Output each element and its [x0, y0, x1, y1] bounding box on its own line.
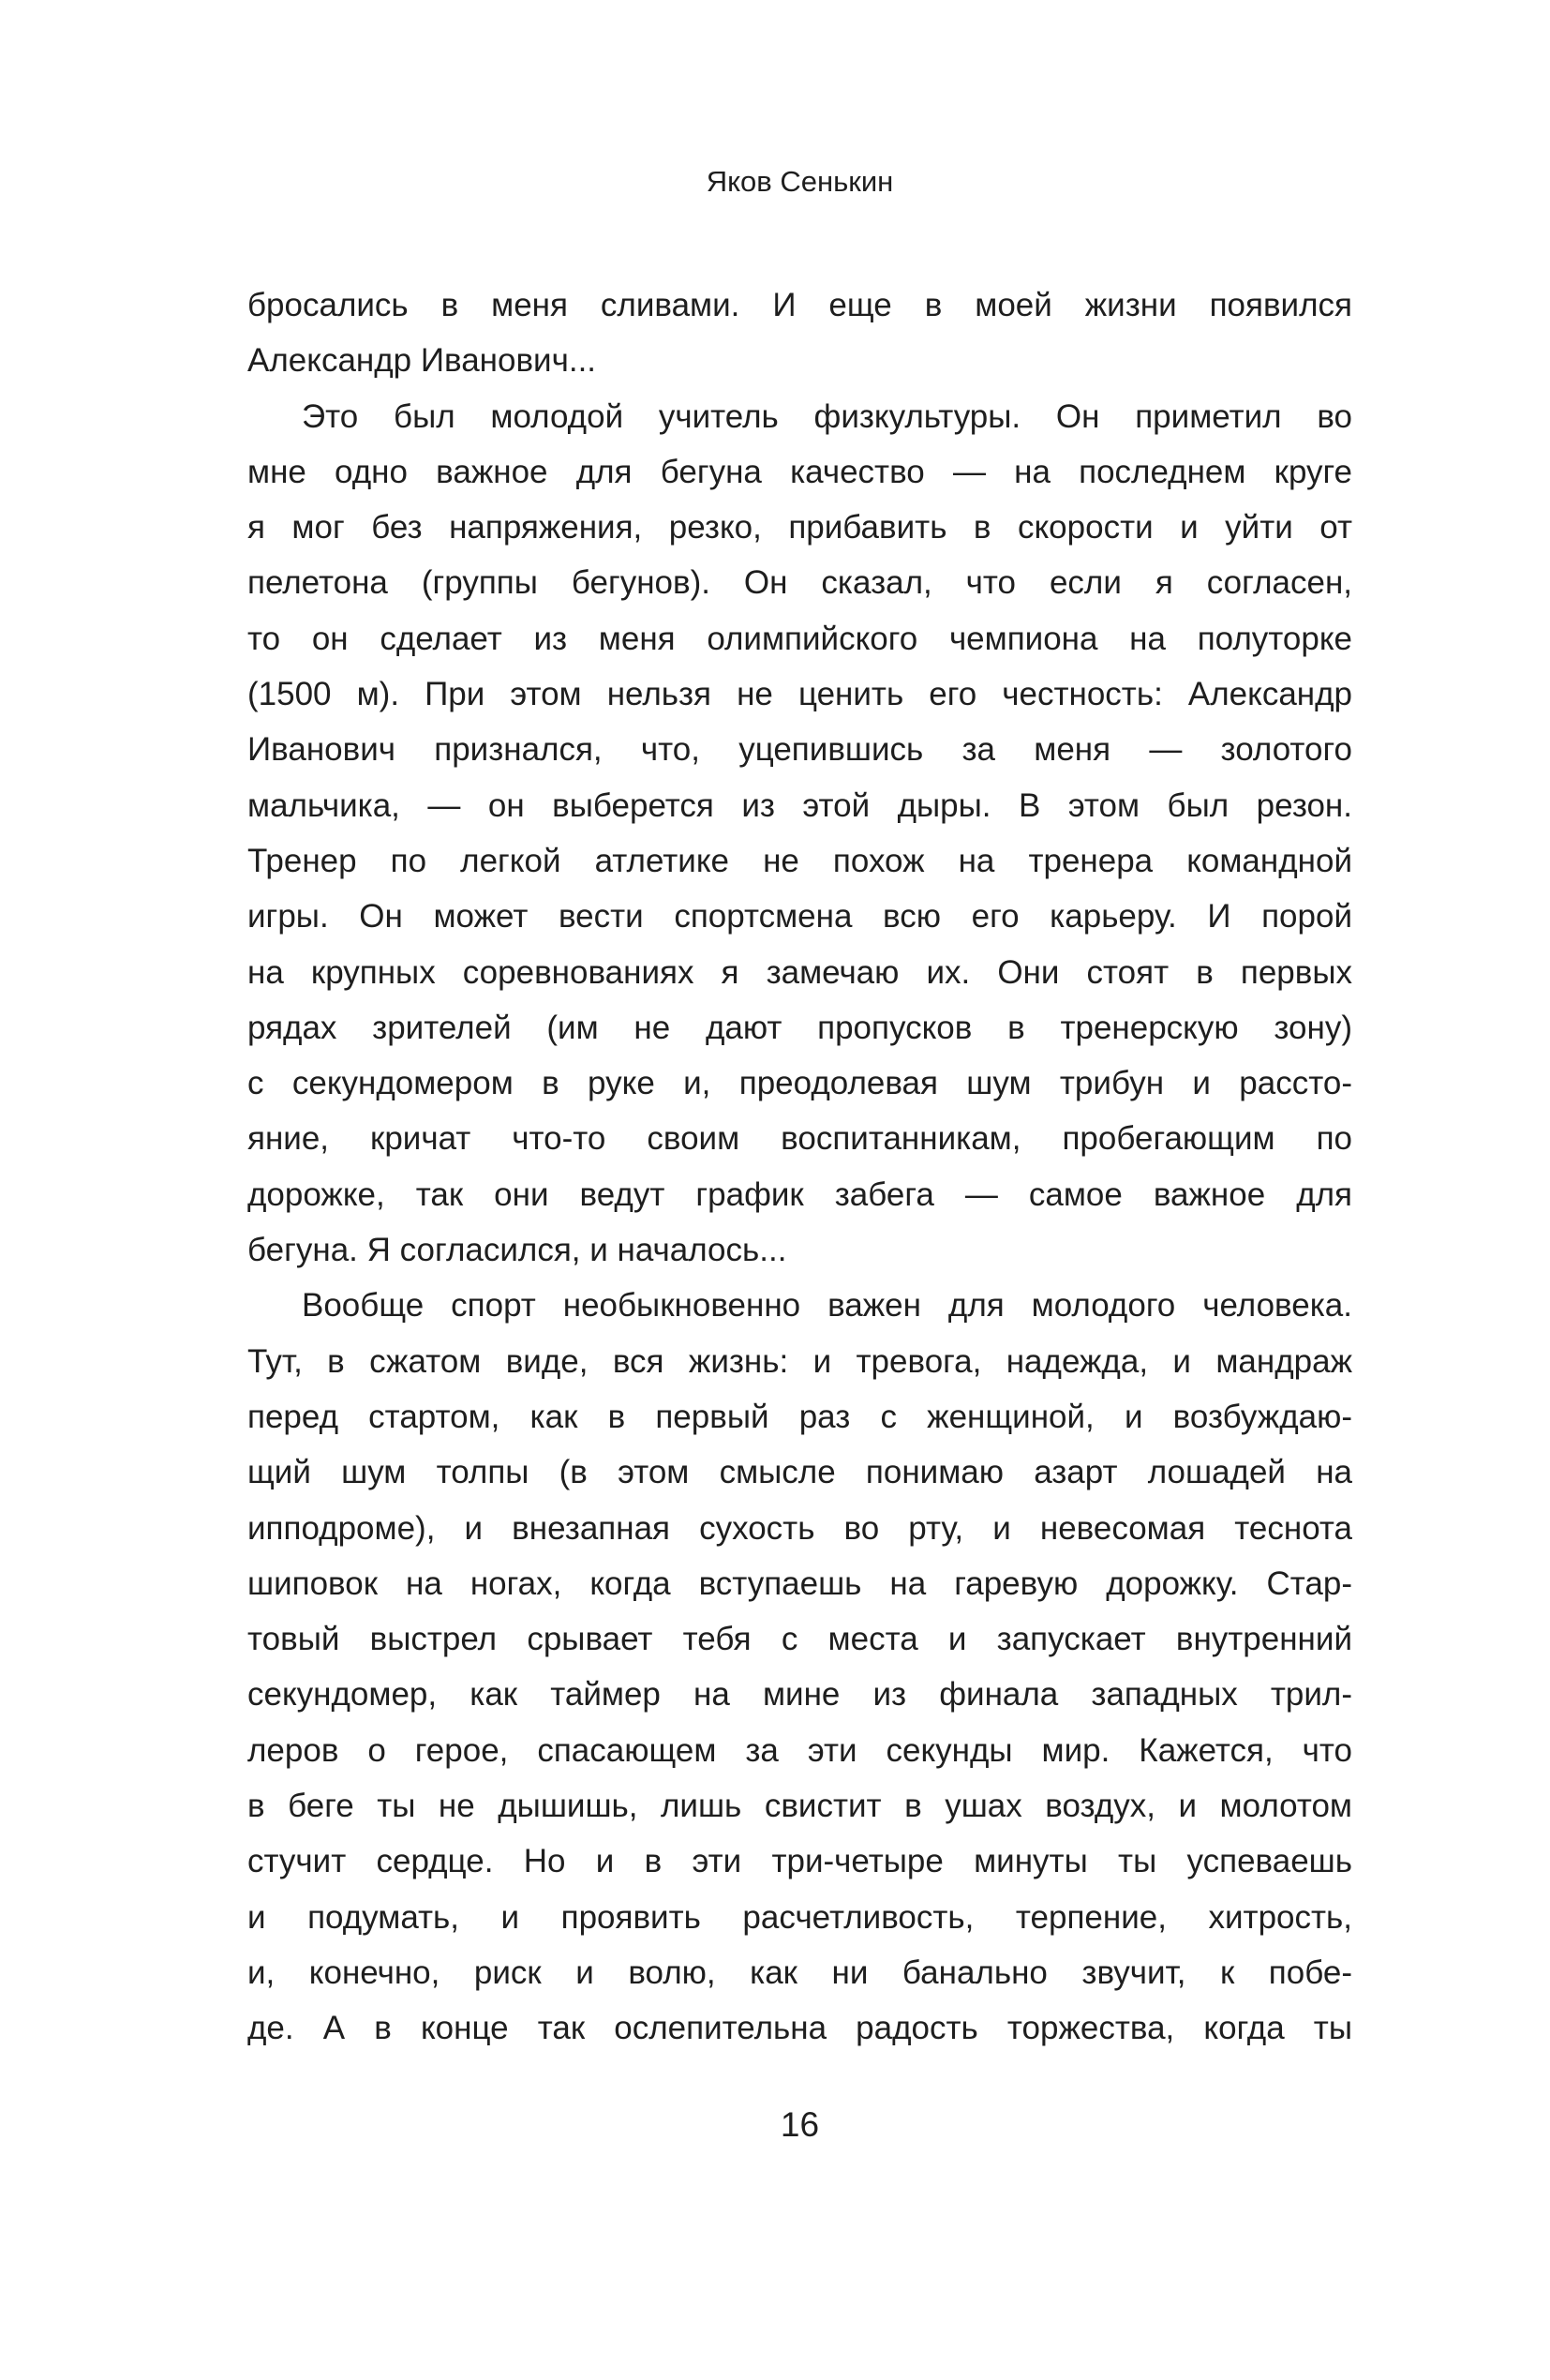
text-line: (1500 м). При этом нельзя не ценить его честность: Александр: [247, 676, 1352, 713]
text-line: Иванович признался, что, уцепившись за меня — золотого: [247, 731, 1352, 769]
text-line: Вообще спорт необыкновенно важен для молодого человека.: [302, 1287, 1352, 1325]
text-line: пелетона (группы бегунов). Он сказал, что если я согласен,: [247, 564, 1352, 602]
text-line: в беге ты не дышишь, лишь свистит в ушах воздух, и молотом: [247, 1788, 1352, 1825]
text-line: мальчика, — он выберется из этой дыры. В этом был резон.: [247, 786, 1352, 824]
text-line: и подумать, и проявить расчетливость, терпение, хитрость,: [247, 1898, 1352, 1936]
text-line: Это был молодой учитель физкультуры. Он приметил во: [302, 397, 1352, 435]
text-line: то он сделает из меня олимпийского чемпиона на полуторке: [247, 620, 1352, 657]
text-line: стучит сердце. Но и в эти три-четыре минуты ты успеваешь: [247, 1843, 1352, 1880]
text-line: бегуна. Я согласился, и началось...: [247, 1232, 787, 1269]
text-line: бросались в меня сливами. И еще в моей жизни появился: [247, 287, 1352, 323]
body-text-block: [247, 277, 1352, 2057]
text-line: рядах зрителей (им не дают пропусков в тренерскую зону): [247, 1009, 1352, 1046]
text-line: мне одно важное для бегуна качество — на последнем круге: [247, 453, 1352, 490]
text-line: игры. Он может вести спортсмена всю его карьеру. И порой: [247, 898, 1352, 936]
text-line: Александр Иванович...: [247, 342, 597, 380]
text-line: перед стартом, как в первый раз с женщиной, и возбуждаю-: [247, 1398, 1352, 1435]
text-line: ипподроме), и внезапная сухость во рту, и невесомая теснота: [247, 1509, 1352, 1547]
text-line: шиповок на ногах, когда вступаешь на гаревую дорожку. Стар-: [247, 1564, 1352, 1602]
text-line: я мог без напряжения, резко, прибавить в скорости и уйти от: [247, 509, 1352, 546]
running-head-author: Яков Сенькин: [706, 165, 894, 198]
text-line: дорожке, так они ведут график забега — самое важное для: [247, 1175, 1352, 1213]
page-number: 16: [780, 2105, 820, 2144]
text-line: на крупных соревнованиях я замечаю их. Они стоят в первых: [247, 953, 1352, 991]
text-line: товый выстрел срывает тебя с места и запускает внутренний: [247, 1621, 1352, 1658]
text-line: яние, кричат что-то своим воспитанникам, пробегающим по: [247, 1120, 1352, 1158]
text-line: леров о герое, спасающем за эти секунды мир. Кажется, что: [247, 1731, 1352, 1769]
text-line: с секундомером в руке и, преодолевая шум трибун и рассто-: [247, 1065, 1352, 1102]
text-line: секундомер, как таймер на мине из финала западных трил-: [247, 1676, 1352, 1714]
text-line: Тренер по легкой атлетике не похож на тренера командной: [247, 842, 1352, 879]
text-line: щий шум толпы (в этом смысле понимаю азарт лошадей на: [247, 1454, 1352, 1491]
text-line: Тут, в сжатом виде, вся жизнь: и тревога, надежда, и мандраж: [247, 1342, 1352, 1380]
text-line: де. А в конце так ослепительна радость торжества, когда ты: [247, 2010, 1352, 2047]
text-line: и, конечно, риск и волю, как ни банально звучит, к побе-: [247, 1953, 1352, 1991]
